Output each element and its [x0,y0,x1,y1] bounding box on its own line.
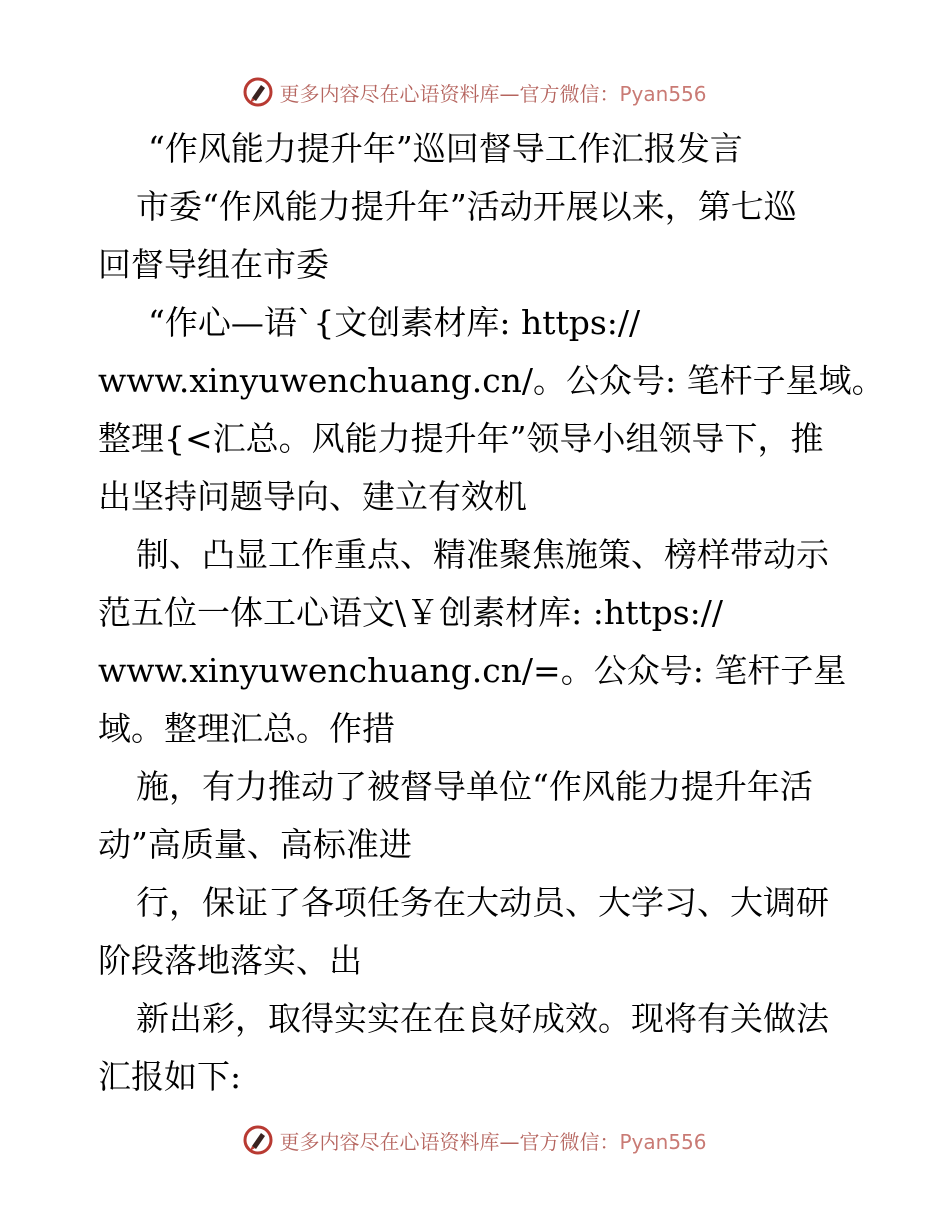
header-banner-label: 更多内容尽在心语资料库—官方微信： [279,81,620,106]
footer-banner-text [279,1126,706,1155]
header-banner-id: Pyan556 [619,81,707,106]
header-banner-text [279,78,706,107]
text-line: 动”高质量、高标准进 [98,825,412,864]
text-line: 制、凸显工作重点、精准聚焦施策、榜样带动示 [136,535,829,574]
text-line: 市委“作风能力提升年”活动开展以来，第七巡 [136,187,797,226]
footer-watermark-banner [0,1120,950,1160]
footer-banner-label: 更多内容尽在心语资料库—官方微信： [279,1129,620,1154]
text-line: 新出彩，取得实实在在良好成效。现将有关做法 [136,999,829,1038]
text-line: 汇报如下: [98,1057,242,1096]
text-line: 行，保证了各项任务在大动员、大学习、大调研 [136,883,829,922]
pen-tip-logo-icon [243,1125,273,1155]
pen-tip-logo-icon [243,77,273,107]
document-body [98,120,885,1106]
text-line: www.xinyuwenchuang.cn/=。公众号: 笔杆子星 [98,651,847,690]
text-line: 出坚持问题导向、建立有效机 [98,477,527,516]
document-title: “作风能力提升年”巡回督导工作汇报发言 [148,129,743,168]
text-line: 回督导组在市委 [98,245,329,284]
text-line: “作心—语`{文创素材库: https:// [148,303,641,342]
text-line: 范五位一体工心语文\￥创素材库: :https:// [98,593,724,632]
text-line: 阶段落地落实、出 [98,941,362,980]
text-line: 整理{<汇总。风能力提升年”领导小组领导下，推 [98,419,824,458]
text-line: 施，有力推动了被督导单位“作风能力提升年活 [136,767,813,806]
text-line: www.xinyuwenchuang.cn/。公众号: 笔杆子星域。 [98,361,885,400]
text-line: 域。整理汇总。作措 [98,709,395,748]
header-watermark-banner [0,72,950,112]
footer-banner-id: Pyan556 [619,1129,707,1154]
